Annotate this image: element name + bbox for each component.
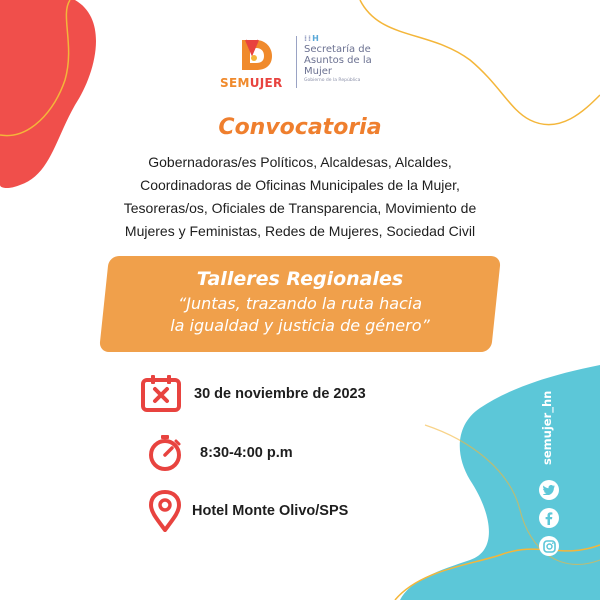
audience-line: Gobernadoras/es Políticos, Alcaldesas, Alcaldes, (148, 154, 452, 170)
date-row (140, 373, 366, 415)
instagram-icon[interactable] (539, 536, 559, 556)
location-row (144, 490, 348, 532)
gov-name-line1: Secretaría de (304, 44, 371, 55)
audience-line: Coordinadoras de Oficinas Municipales de la Mujer, (140, 177, 460, 193)
teal-blob-bottom-right (400, 365, 600, 600)
event-place: Hotel Monte Olivo/SPS (192, 503, 349, 519)
social-handle[interactable]: semujer_hn (540, 390, 554, 466)
location-pin-icon (144, 490, 186, 532)
time-row (144, 432, 293, 474)
audience-text (60, 151, 540, 243)
calendar-icon (140, 373, 182, 415)
audience-line: Tesoreras/os, Oficiales de Transparencia, Movimiento de (123, 200, 477, 216)
gov-name-line3: Mujer (304, 66, 333, 77)
audience-line: Mujeres y Feministas, Redes de Mujeres, Sociedad Civil (124, 223, 476, 239)
gov-name-line2: Asuntos de la (304, 55, 372, 66)
facebook-icon[interactable] (539, 508, 559, 528)
event-title: Talleres Regionales (196, 268, 404, 290)
event-subtitle-line2: la igualdad y justicia de género” (170, 316, 430, 335)
semujer-wordmark: SEMUJER (220, 76, 283, 90)
honduras-mark: ⁞⁞H (304, 34, 320, 43)
event-subtitle-line1: “Juntas, trazando la ruta hacia (177, 294, 423, 313)
government-logo (304, 34, 404, 83)
stopwatch-icon (144, 432, 186, 474)
gov-subtitle: Gobierno de la República (304, 78, 361, 83)
page-title: Convocatoria (218, 115, 382, 140)
logo (220, 34, 400, 94)
semujer-logo-icon (236, 36, 276, 72)
logo-divider (296, 36, 297, 88)
event-time: 8:30-4:00 p.m (200, 445, 293, 461)
twitter-icon[interactable] (539, 480, 559, 500)
event-banner-text (104, 266, 496, 336)
event-date: 30 de noviembre de 2023 (194, 386, 366, 402)
